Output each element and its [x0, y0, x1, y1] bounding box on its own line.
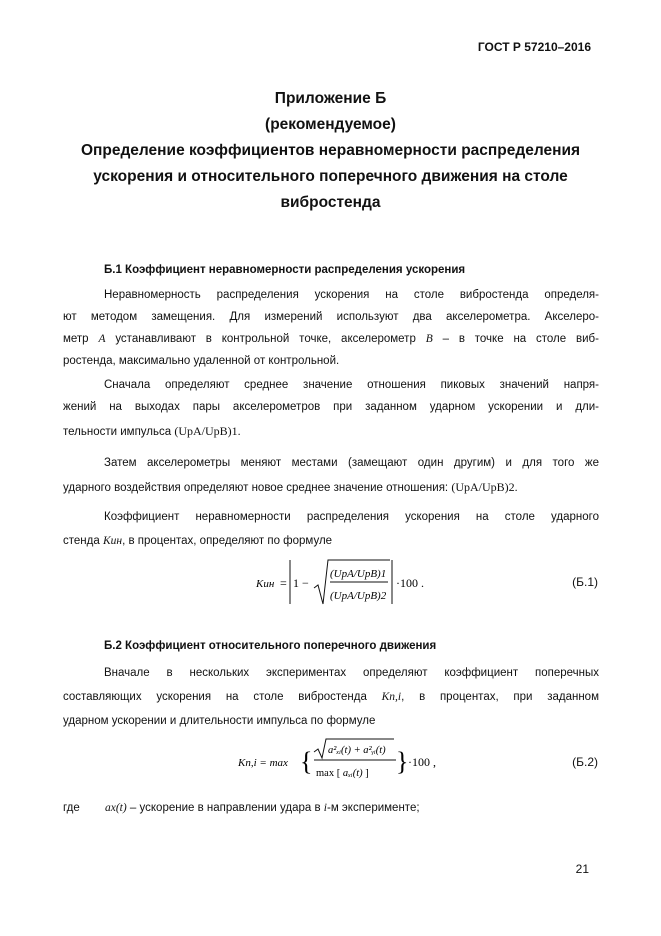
- paragraph-line: Сначала определяют среднее значение отношения пиковых значений напря-: [104, 379, 599, 391]
- page-number: 21: [575, 862, 589, 876]
- symbol-a: A: [98, 333, 106, 345]
- paragraph-line: ют методом замещения. Для измерений используют два акселерометра. Акселеро-: [63, 311, 599, 323]
- svg-text:max [ aₓᵢ(t) ]: max [ aₓᵢ(t) ]: [316, 768, 369, 779]
- symbol-k-p-i: Kп,i: [381, 691, 402, 703]
- paragraph-line: тельности импульса (UpA/UpB)1.: [63, 424, 241, 438]
- section-b2-heading: Б.2 Коэффициент относительного поперечного движения: [104, 640, 437, 652]
- where-clause: где ax(t) – ускорение в направлении удара в i-м эксперименте;: [63, 802, 420, 814]
- svg-text:}: }: [396, 747, 409, 776]
- inline-formula-ratio-1: (UpA/UpB)1.: [174, 424, 241, 438]
- section-b1-heading: Б.1 Коэффициент неравномерности распределения ускорения: [104, 264, 466, 276]
- svg-text:=: =: [280, 576, 287, 590]
- appendix-title: Приложение Б: [274, 90, 387, 107]
- symbol-k-in: Kин: [102, 535, 123, 547]
- svg-text:{: {: [300, 747, 313, 776]
- paragraph-line: Затем акселерометры меняют местами (замещают один другим) и для того же: [104, 457, 599, 469]
- formula-b1-denominator: (UpA/UpB)2: [330, 590, 387, 602]
- inline-formula-ratio-2: (UpA/UpB)2.: [451, 480, 518, 494]
- svg-text:a²ₓᵢ(t) + a²ᵧᵢ(t): a²ₓᵢ(t) + a²ᵧᵢ(t): [328, 745, 386, 756]
- paragraph-line: составляющих ускорения на столе вибростенда Kп,i, в процентах, при заданном: [63, 691, 599, 703]
- formula-b1-tail: ·100 .: [396, 576, 424, 590]
- paragraph-line: метр A устанавливают в контрольной точке, акселерометр B – в точке на столе виб-: [63, 333, 599, 345]
- paragraph-line: Вначале в нескольких экспериментах определяют коэффициент поперечных: [104, 667, 599, 679]
- formula-b2-lhs: Kп,i = max: [238, 757, 288, 769]
- symbol-ax: ax(t): [105, 802, 127, 814]
- paragraph-line: ударного воздействия определяют новое среднее значение отношения: (UpA/UpB)2.: [63, 480, 518, 494]
- appendix-heading-line1: Определение коэффициентов неравномерности распределения: [80, 142, 581, 159]
- formula-b2-tail: ·100 ,: [408, 755, 436, 769]
- paragraph-line: Неравномерность распределения ускорения на столе вибростенда определя-: [104, 289, 599, 301]
- symbol-i: i: [323, 802, 327, 814]
- paragraph-line: ударном ускорении и длительности импульса по формуле: [63, 715, 376, 727]
- paragraph-line: стенда Kин, в процентах, определяют по формуле: [63, 535, 333, 547]
- appendix-heading-line2: ускорения и относительного поперечного движения на столе: [93, 168, 568, 185]
- paragraph-line: ростенда, максимально удаленной от контрольной.: [63, 355, 340, 367]
- equation-number-b2: (Б.2): [572, 755, 598, 769]
- formula-b1-lhs: Kин: [256, 578, 275, 590]
- symbol-b: B: [425, 333, 433, 345]
- standard-designation: ГОСТ Р 57210–2016: [477, 40, 591, 54]
- appendix-status: (рекомендуемое): [265, 116, 396, 133]
- paragraph-line: Коэффициент неравномерности распределения ускорения на столе ударного: [104, 511, 599, 523]
- appendix-heading-line3: вибростенда: [280, 194, 381, 211]
- paragraph-line: жений на выходах пары акселерометров при заданном ударном ускорении и дли-: [63, 401, 599, 413]
- formula-b2: [236, 736, 446, 786]
- formula-b1-numerator: (UpA/UpB)1: [330, 568, 387, 580]
- svg-text:1 −: 1 −: [293, 576, 309, 590]
- formula-b1: [250, 556, 450, 610]
- equation-number-b1: (Б.1): [572, 575, 598, 589]
